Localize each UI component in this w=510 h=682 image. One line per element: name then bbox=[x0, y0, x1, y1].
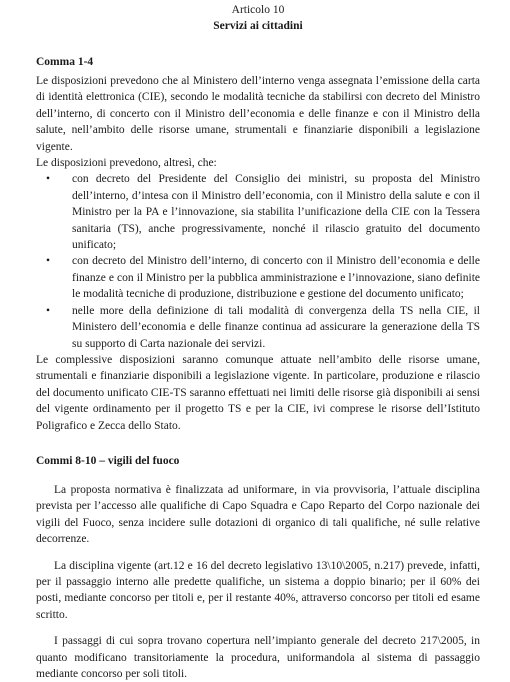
list-item: • con decreto del Ministro dell’interno, di concerto con il Ministro dell’economia e delle finanze e con il Ministro per la pubblica amministrazione e l’innovazione, siano definite le modalità tecniche di produzione, distribuzione e gestione del documento unificato; bbox=[36, 253, 480, 302]
section-heading-comma-1-4: Comma 1-4 bbox=[36, 56, 94, 68]
paragraph: Le complessive disposizioni saranno comunque attuate nell’ambito delle risorse umane, strumentali e finanziarie disponibili a legislazione vigente. In particolare, produzione e rilascio del documento unificato CIE-TS saranno effettuati nei limiti delle risorse già disponibili ai sensi del vigente ordinamento per il progetto TS e per la CIE, ivi comprese le risorse dell’Istituto Poligrafico e Zecca dello Stato. bbox=[36, 353, 480, 432]
paragraph: La disciplina vigente (art.12 e 16 del decreto legislativo 13\10\2005, n.217) prevede, infatti, per il passaggio interno alle predette qualifiche, un sistema a doppio binario; per il 60% dei posti, mediante concorso per titoli e, per il restante 40%, attraverso concorso per titoli ed esame scritto. bbox=[36, 559, 480, 621]
list-item: • con decreto del Presidente del Consiglio dei ministri, su proposta del Ministro dell’interno, d’intesa con il Ministro dell’economia, con il Ministro della salute e con il Ministro per la PA e l’innovazione, sia stabilita l’unificazione della CIE con la Tessera sanitaria (TS), anche progressivamente, nonché il rilascio gratuito del documento unificato; bbox=[36, 171, 480, 253]
bullet-list bbox=[36, 171, 480, 351]
section-heading-commi-8-10: Commi 8-10 – vigili del fuoco bbox=[36, 454, 180, 467]
paragraph: I passaggi di cui sopra trovano copertura nell’impianto generale del decreto 217\2005, in quanto modificano transitoriamente la procedura, uniformandola al sistema di passaggio mediante concorso per soli titoli. bbox=[36, 635, 480, 680]
paragraph: Le disposizioni prevedono, altresì, che: bbox=[36, 157, 217, 170]
article-title: Servizi ai cittadini bbox=[213, 20, 303, 32]
article-number: Articolo 10 bbox=[231, 4, 285, 16]
paragraph: La proposta normativa è finalizzata ad uniformare, in via provvisoria, l’attuale disciplina prevista per l’accesso alle qualifiche di Capo Squadra e Capo Reparto del Corpo nazionale dei vigili del Fuoco, senza incidere sulle dotazioni di organico di tali qualifiche, né sulle relative decorrenze. bbox=[36, 483, 480, 546]
paragraph: Le disposizioni prevedono che al Ministero dell’interno venga assegnata l’emissione della carta di identità elettronica (CIE), secondo le modalità tecniche da stabilirsi con decreto del Ministro dell’interno, di concerto con il Ministro dell’economia e delle finanze e con il Ministro della salute, nell’ambito delle risorse umane, strumentali e finanziarie disponibili a legislazione vigente. bbox=[36, 75, 480, 153]
list-item: • nelle more della definizione di tali modalità di convergenza della TS nella CIE, il Ministero dell’economia e delle finanze continua ad assicurare la generazione della TS su supporto di Carta nazionale dei servizi. bbox=[36, 303, 480, 352]
